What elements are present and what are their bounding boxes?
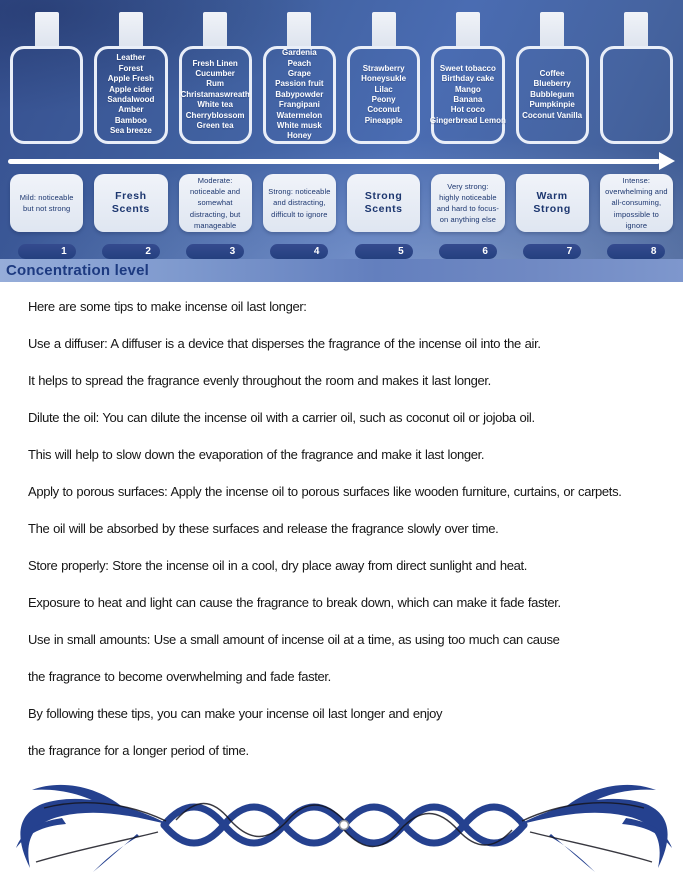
scent-name: Gardenia [282,48,317,58]
concentration-level [600,174,673,259]
scent-name: Leather [116,53,146,63]
scent-name: Green tea [196,120,234,130]
concentration-level [431,174,504,259]
tip-line: Use a diffuser: A diffuser is a device that disperses the fragrance of the incense oil into the air. [28,336,541,351]
bottle-cap-icon [119,12,143,48]
tip-line: Dilute the oil: You can dilute the incense oil with a carrier oil, such as coconut oil or jojoba oil. [28,410,535,425]
tip-line: This will help to slow down the evaporation of the fragrance and make it last longer. [28,447,485,462]
tip-line: It helps to spread the fragrance evenly throughout the room and makes it last longer. [28,373,491,388]
tip-line: By following these tips, you can make your incense oil last longer and enjoy [28,706,443,721]
tip-line: Store properly: Store the incense oil in a cool, dry place away from direct sunlight and heat. [28,558,527,573]
scent-name: Banana [453,95,483,104]
scent-name: Passion fruit [275,79,324,89]
tribal-flourish-icon [6,776,682,874]
scent-name: Blueberry [533,79,571,89]
bottle-cap-icon [372,12,396,48]
level-description: Strong: noticeable and distracting, difficult to ignore [263,174,336,232]
concentration-level [347,174,420,259]
level-description: Mild: noticeable but not strong [10,174,83,232]
scent-name: Mango [454,84,481,94]
tip-line: the fragrance for a longer period of time. [28,743,249,758]
scent-name: Strawberry [362,63,405,73]
bottle-cap-icon [540,12,564,48]
level-row [10,174,673,259]
level-number-badge: 1 [18,244,76,259]
level-description: Moderate: noticeable and somewhat distracting, but manageable [179,174,252,232]
scent-name: Sweet tobacco [439,63,496,73]
flourish-container [0,776,687,876]
bottle-scent-list [263,46,336,144]
scent-name: Coconut Vanilla [522,110,583,120]
bottle-cap-icon [203,12,227,48]
scent-name: Pumpkinpie [529,100,575,110]
concentration-diagram-panel [0,0,683,282]
bottle-scent-list [347,46,420,144]
caption-band [0,259,683,282]
scent-name: Gingerbread Lemon [429,115,506,125]
bottle-scent-list [431,46,504,144]
scent-name: White tea [197,100,233,110]
scent-bottle [516,12,589,144]
scent-bottle [600,12,673,144]
tip-line: Use in small amounts: Use a small amount of incense oil at a time, as using too much can cause [28,632,560,647]
scent-name: Bubblegum [530,89,575,99]
tip-line: Here are some tips to make incense oil last longer: [28,299,307,314]
scent-name: Hot coco [450,105,485,115]
scent-name: Birthday cake [441,74,495,84]
scent-name: Apple cider [109,84,153,94]
scent-name: Cucumber [195,69,235,79]
level-number-badge: 3 [186,244,244,259]
level-number-badge: 6 [439,244,497,259]
tip-line: the fragrance to become overwhelming and fade faster. [28,669,331,684]
scent-name: Peony [371,95,396,104]
bottle-scent-list [600,46,673,144]
level-description: Very strong: highly noticeable and hard to focus- on anything else [431,174,504,232]
scent-name: Coffee [539,69,565,79]
bottle-cap-icon [624,12,648,48]
level-description: Fresh Scents [94,174,167,232]
bottle-scent-list [94,46,167,144]
concentration-level [10,174,83,259]
level-description: Warm Strong [516,174,589,232]
scent-name: Honeysukle [361,74,407,84]
scent-name: Rum [206,79,225,89]
concentration-level-caption: Concentration level [6,262,149,279]
bottle-cap-icon [287,12,311,48]
scent-name: Grape [287,69,311,79]
scent-name: Amber [118,105,144,115]
level-description: Strong Scents [347,174,420,232]
scent-name: Babypowder [275,89,324,99]
bottle-scent-list [179,46,252,144]
scent-name: Frangipani [278,100,320,110]
scent-bottle [94,12,167,144]
tip-line: Apply to porous surfaces: Apply the incense oil to porous surfaces like wooden furniture, curtains, or carpets. [28,484,622,499]
concentration-level [516,174,589,259]
tip-line: Exposure to heat and light can cause the fragrance to break down, which can make it fade faster. [28,595,561,610]
level-number-badge: 8 [607,244,665,259]
level-number-badge: 5 [355,244,413,259]
scent-name: Cherryblossom [185,110,245,120]
scent-name: Honey [287,131,312,141]
level-number-badge: 7 [523,244,581,259]
concentration-level [263,174,336,259]
scent-name: Forest [118,63,144,73]
bottle-row [10,12,673,144]
scent-bottle [10,12,83,144]
scent-bottle [431,12,504,144]
bottle-cap-icon [456,12,480,48]
scent-name: Sandalwood [107,95,155,104]
tip-line: The oil will be absorbed by these surfaces and release the fragrance slowly over time. [28,521,499,536]
tips-text-block [28,288,679,769]
level-number-badge: 4 [270,244,328,259]
concentration-level [179,174,252,259]
scent-name: White musk [276,120,322,130]
scent-name: Peach [287,58,312,68]
bottle-scent-list [10,46,83,144]
scent-name: Apple Fresh [107,74,154,84]
scent-name: Bamboo [114,115,147,125]
scent-bottle [179,12,252,144]
level-number-badge: 2 [102,244,160,259]
scent-name: Coconut [367,105,400,115]
bottle-cap-icon [35,12,59,48]
bottle-scent-list [516,46,589,144]
concentration-level [94,174,167,259]
scent-name: Lilac [374,84,393,94]
scent-name: Sea breeze [109,126,152,136]
scent-bottle [347,12,420,144]
level-description: Intense: overwhelming and all-consuming, impossible to ignore [600,174,673,232]
scent-name: Pineapple [364,115,403,125]
scent-name: Watermelon [276,110,323,120]
scent-name: Christamaswreath [180,89,250,99]
right-arrow-icon [8,159,660,164]
scent-bottle [263,12,336,144]
scent-name: Fresh Linen [192,58,238,68]
